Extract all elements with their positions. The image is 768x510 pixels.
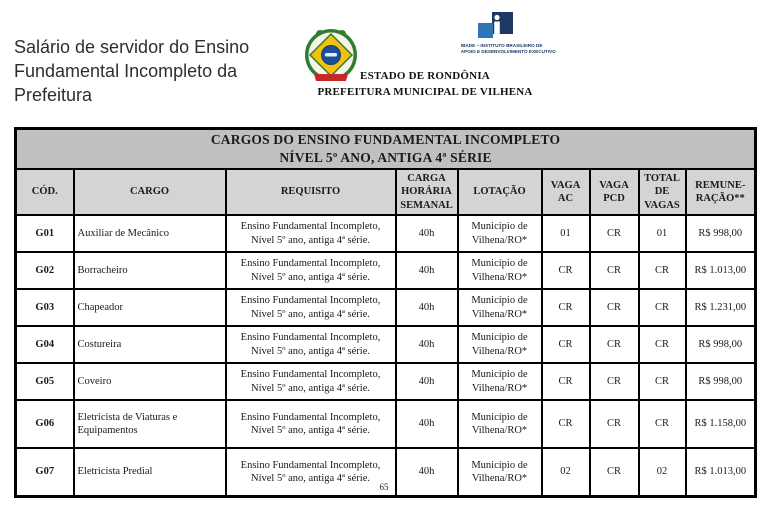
cell-cargo: Chapeador bbox=[74, 289, 226, 326]
table-row bbox=[16, 400, 756, 448]
cell-total-vagas: 02 bbox=[639, 448, 686, 497]
cell-total-vagas: CR bbox=[639, 363, 686, 400]
cell-vaga-pcd: CR bbox=[590, 363, 639, 400]
cell-remuneracao: R$ 998,00 bbox=[686, 363, 756, 400]
cell-requisito: Ensino Fundamental Incompleto, Nível 5º ano, antiga 4ª série. bbox=[226, 215, 396, 252]
table-header-row bbox=[16, 169, 756, 215]
cell-cargo: Costureira bbox=[74, 326, 226, 363]
ibade-logo bbox=[436, 11, 554, 62]
table-row bbox=[16, 289, 756, 326]
cell-vaga-ac: 01 bbox=[542, 215, 590, 252]
organization-block bbox=[314, 69, 536, 101]
cell-carga-horaria: 40h bbox=[396, 215, 458, 252]
cell-lotacao: Município de Vilhena/RO* bbox=[458, 326, 542, 363]
cell-remuneracao: R$ 1.013,00 bbox=[686, 448, 756, 497]
cell-lotacao: Município de Vilhena/RO* bbox=[458, 215, 542, 252]
cell-cargo: Eletricista Predial bbox=[74, 448, 226, 497]
cell-carga-horaria: 40h bbox=[396, 448, 458, 497]
cell-cod: G01 bbox=[16, 215, 74, 252]
cell-remuneracao: R$ 998,00 bbox=[686, 215, 756, 252]
ibade-logo-icon bbox=[475, 11, 515, 41]
cell-carga-horaria: 40h bbox=[396, 289, 458, 326]
cell-total-vagas: CR bbox=[639, 289, 686, 326]
column-header-cod: CÓD. bbox=[16, 169, 74, 215]
column-header-vaga-pcd: VAGA PCD bbox=[590, 169, 639, 215]
cell-carga-horaria: 40h bbox=[396, 400, 458, 448]
cell-requisito: Ensino Fundamental Incompleto, Nível 5º ano, antiga 4ª série. bbox=[226, 252, 396, 289]
column-header-lotacao: LOTAÇÃO bbox=[458, 169, 542, 215]
cell-total-vagas: CR bbox=[639, 252, 686, 289]
state-name: ESTADO DE RONDÔNIA bbox=[360, 70, 490, 82]
column-header-vaga-ac: VAGA AC bbox=[542, 169, 590, 215]
cargos-table bbox=[14, 127, 757, 498]
table-title bbox=[16, 129, 756, 170]
cell-vaga-pcd: CR bbox=[590, 326, 639, 363]
heading-line2: Fundamental Incompleto da Prefeitura bbox=[14, 60, 238, 105]
cell-vaga-pcd: CR bbox=[590, 215, 639, 252]
cell-vaga-pcd: CR bbox=[590, 448, 639, 497]
cell-remuneracao: R$ 998,00 bbox=[686, 326, 756, 363]
cell-carga-horaria: 40h bbox=[396, 363, 458, 400]
ibade-caption bbox=[460, 43, 556, 54]
cell-vaga-ac: CR bbox=[542, 326, 590, 363]
cell-cod: G05 bbox=[16, 363, 74, 400]
cell-requisito: Ensino Fundamental Incompleto, Nível 5º ano, antiga 4ª série. bbox=[226, 448, 396, 497]
table-row bbox=[16, 363, 756, 400]
column-header-total-vagas: TOTAL DE VAGAS bbox=[639, 169, 686, 215]
cell-vaga-ac: 02 bbox=[542, 448, 590, 497]
cell-vaga-ac: CR bbox=[542, 363, 590, 400]
column-header-requisito: REQUISITO bbox=[226, 169, 396, 215]
heading-line1: Salário de servidor do Ensino bbox=[14, 37, 250, 57]
column-header-carga-horaria: CARGA HORÁRIA SEMANAL bbox=[396, 169, 458, 215]
cell-requisito: Ensino Fundamental Incompleto, Nível 5º ano, antiga 4ª série. bbox=[226, 326, 396, 363]
cell-cargo: Coveiro bbox=[74, 363, 226, 400]
cell-requisito: Ensino Fundamental Incompleto, Nível 5º ano, antiga 4ª série. bbox=[226, 289, 396, 326]
page-number: 65 bbox=[379, 482, 389, 492]
document-heading bbox=[14, 36, 314, 107]
cell-carga-horaria: 40h bbox=[396, 252, 458, 289]
cell-cargo: Eletricista de Viaturas e Equipamentos bbox=[74, 400, 226, 448]
cell-lotacao: Município de Vilhena/RO* bbox=[458, 289, 542, 326]
table-title-line1: CARGOS DO ENSINO FUNDAMENTAL INCOMPLETO bbox=[210, 132, 561, 148]
ibade-caption-line2: APOIO E DESENVOLVIMENTO EXECUTIVO bbox=[460, 48, 556, 54]
cell-lotacao: Município de Vilhena/RO* bbox=[458, 400, 542, 448]
cell-total-vagas: 01 bbox=[639, 215, 686, 252]
cell-vaga-ac: CR bbox=[542, 252, 590, 289]
cell-total-vagas: CR bbox=[639, 400, 686, 448]
cell-cod: G07 bbox=[16, 448, 74, 497]
cell-cargo: Auxiliar de Mecânico bbox=[74, 215, 226, 252]
cell-cod: G04 bbox=[16, 326, 74, 363]
table-row bbox=[16, 252, 756, 289]
cell-remuneracao: R$ 1.013,00 bbox=[686, 252, 756, 289]
cell-vaga-pcd: CR bbox=[590, 400, 639, 448]
ibade-caption-line1: IBADE – INSTITUTO BRASILEIRO DE bbox=[460, 43, 543, 49]
cell-cod: G02 bbox=[16, 252, 74, 289]
cell-remuneracao: R$ 1.158,00 bbox=[686, 400, 756, 448]
table-row bbox=[16, 215, 756, 252]
cell-vaga-pcd: CR bbox=[590, 289, 639, 326]
table-title-line2: NÍVEL 5º ANO, ANTIGA 4ª SÉRIE bbox=[279, 150, 492, 165]
cell-lotacao: Município de Vilhena/RO* bbox=[458, 252, 542, 289]
cell-carga-horaria: 40h bbox=[396, 326, 458, 363]
cell-requisito: Ensino Fundamental Incompleto, Nível 5º ano, antiga 4ª série. bbox=[226, 363, 396, 400]
cell-lotacao: Município de Vilhena/RO* bbox=[458, 448, 542, 497]
cell-cod: G06 bbox=[16, 400, 74, 448]
cell-vaga-pcd: CR bbox=[590, 252, 639, 289]
cell-total-vagas: CR bbox=[639, 326, 686, 363]
column-header-cargo: CARGO bbox=[74, 169, 226, 215]
cell-remuneracao: R$ 1.231,00 bbox=[686, 289, 756, 326]
table-title-row bbox=[16, 129, 756, 170]
cell-vaga-ac: CR bbox=[542, 400, 590, 448]
municipality-name: PREFEITURA MUNICIPAL DE VILHENA bbox=[317, 85, 533, 98]
cell-vaga-ac: CR bbox=[542, 289, 590, 326]
column-header-remuneracao: REMUNE- RAÇÃO** bbox=[686, 169, 756, 215]
cell-requisito: Ensino Fundamental Incompleto, Nível 5º ano, antiga 4ª série. bbox=[226, 400, 396, 448]
cell-cod: G03 bbox=[16, 289, 74, 326]
cell-lotacao: Município de Vilhena/RO* bbox=[458, 363, 542, 400]
table-row bbox=[16, 326, 756, 363]
cell-cargo: Borracheiro bbox=[74, 252, 226, 289]
